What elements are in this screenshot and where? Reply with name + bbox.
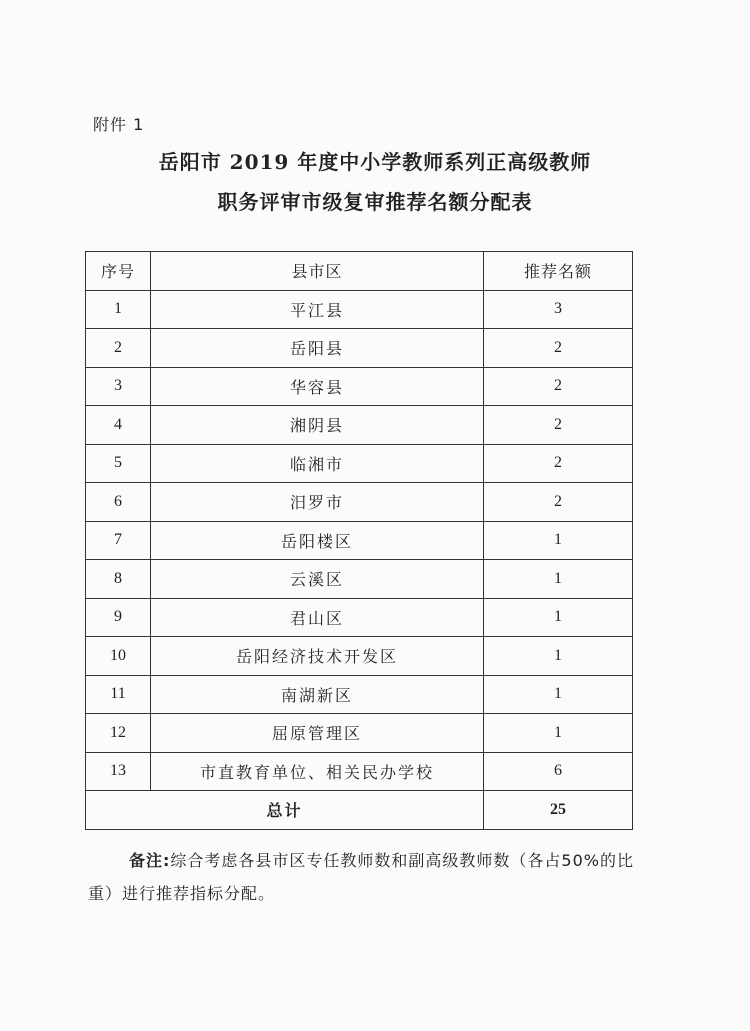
cell-quota: 1: [484, 637, 633, 676]
cell-seq: 6: [86, 483, 151, 522]
document-title-line-1: 岳阳市 2019 年度中小学教师系列正高级教师: [158, 150, 592, 174]
cell-area: 岳阳楼区: [151, 521, 484, 560]
cell-quota: 2: [484, 329, 633, 368]
header-seq: 序号: [86, 252, 151, 291]
header-quota: 推荐名额: [484, 252, 633, 291]
cell-seq: 13: [86, 752, 151, 791]
header-area: 县市区: [151, 252, 484, 291]
table-row: [86, 675, 633, 714]
cell-seq: 3: [86, 367, 151, 406]
remarks-text: 综合考虑各县市区专任教师数和副高级教师数（各占50%的比重）进行推荐指标分配。: [88, 851, 634, 903]
table-row: [86, 290, 633, 329]
cell-seq: 4: [86, 406, 151, 445]
cell-area: 屈原管理区: [151, 714, 484, 753]
remarks-label: 备注:: [129, 851, 171, 870]
table-row: [86, 367, 633, 406]
cell-area: 华容县: [151, 367, 484, 406]
table-body: [86, 290, 633, 829]
table-row: [86, 483, 633, 522]
quota-allocation-table: [85, 251, 633, 830]
cell-seq: 5: [86, 444, 151, 483]
cell-quota: 1: [484, 714, 633, 753]
cell-area: 市直教育单位、相关民办学校: [151, 752, 484, 791]
cell-seq: 12: [86, 714, 151, 753]
cell-seq: 11: [86, 675, 151, 714]
cell-area: 南湖新区: [151, 675, 484, 714]
table-row: [86, 521, 633, 560]
cell-area: 岳阳县: [151, 329, 484, 368]
cell-area: 湘阴县: [151, 406, 484, 445]
cell-seq: 10: [86, 637, 151, 676]
table-row: [86, 714, 633, 753]
table-row: [86, 560, 633, 599]
cell-area: 云溪区: [151, 560, 484, 599]
table-row: [86, 444, 633, 483]
table-row: [86, 637, 633, 676]
table-header-row: [86, 252, 633, 291]
cell-quota: 1: [484, 560, 633, 599]
cell-quota: 2: [484, 406, 633, 445]
table-row: [86, 752, 633, 791]
cell-quota: 2: [484, 483, 633, 522]
cell-area: 临湘市: [151, 444, 484, 483]
total-value: 25: [484, 791, 633, 830]
cell-seq: 2: [86, 329, 151, 368]
table-row: [86, 598, 633, 637]
cell-quota: 2: [484, 444, 633, 483]
cell-quota: 3: [484, 290, 633, 329]
cell-area: 岳阳经济技术开发区: [151, 637, 484, 676]
cell-seq: 7: [86, 521, 151, 560]
cell-quota: 1: [484, 598, 633, 637]
cell-quota: 6: [484, 752, 633, 791]
total-row: [86, 791, 633, 830]
cell-area: 君山区: [151, 598, 484, 637]
cell-seq: 9: [86, 598, 151, 637]
table-row: [86, 406, 633, 445]
cell-quota: 1: [484, 521, 633, 560]
cell-seq: 8: [86, 560, 151, 599]
cell-area: 平江县: [151, 290, 484, 329]
document-title-line-2: 职务评审市级复审推荐名额分配表: [217, 190, 533, 214]
cell-seq: 1: [86, 290, 151, 329]
cell-area: 汨罗市: [151, 483, 484, 522]
table-row: [86, 329, 633, 368]
attachment-label: 附件 1: [93, 115, 145, 134]
cell-quota: 2: [484, 367, 633, 406]
cell-quota: 1: [484, 675, 633, 714]
total-label: 总计: [86, 791, 484, 830]
remarks-paragraph: [88, 844, 648, 910]
